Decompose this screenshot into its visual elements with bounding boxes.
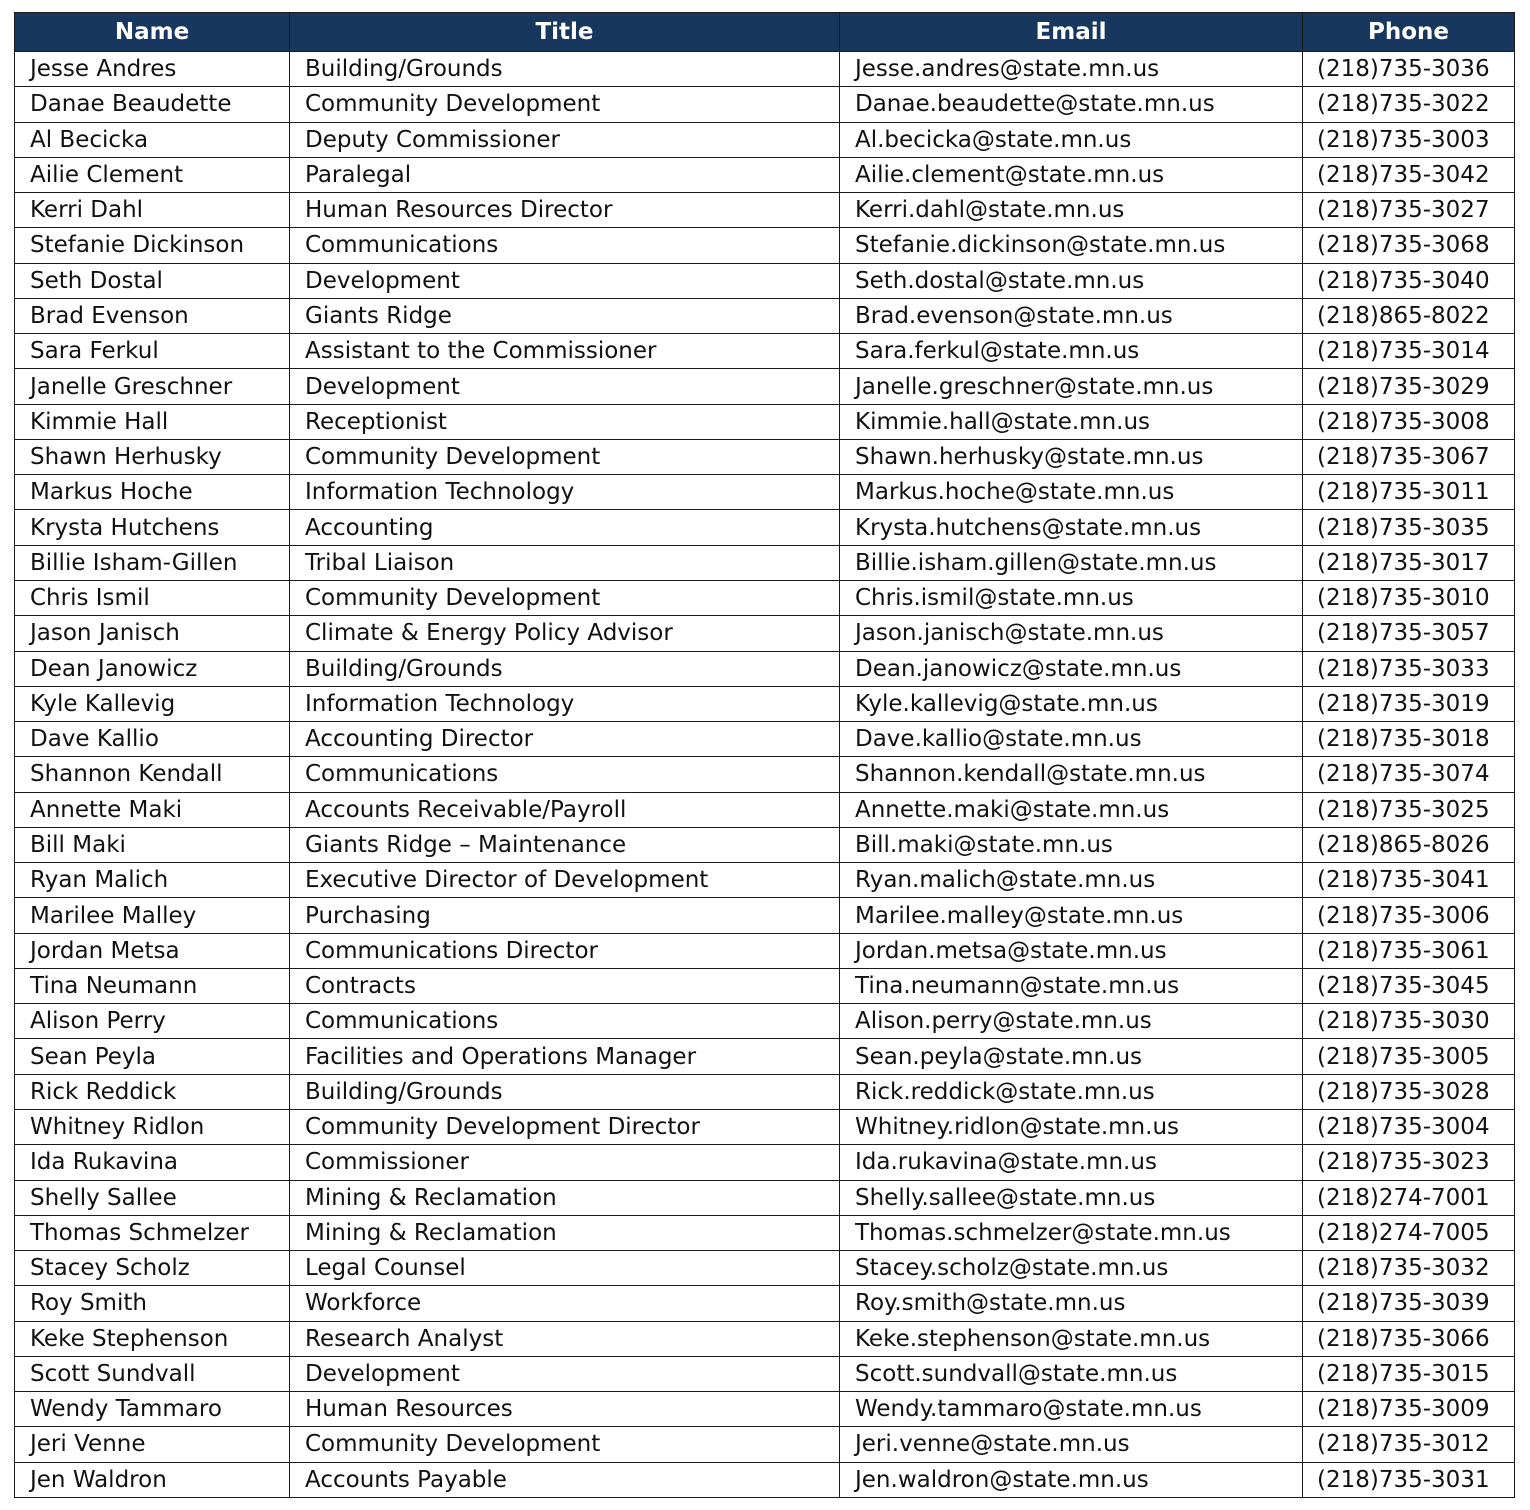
table-row [15, 439, 1515, 474]
cell-email: Ailie.clement@state.mn.us [840, 157, 1303, 192]
table-row [15, 686, 1515, 721]
table-body [15, 52, 1515, 1498]
cell-title: Building/Grounds [290, 1074, 840, 1109]
table-row [15, 404, 1515, 439]
cell-title: Community Development [290, 580, 840, 615]
cell-name: Dean Janowicz [15, 651, 290, 686]
column-header-title: Title [290, 13, 840, 52]
cell-phone: (218)735-3030 [1303, 1004, 1515, 1039]
table-row [15, 757, 1515, 792]
cell-name: Annette Maki [15, 792, 290, 827]
cell-name: Scott Sundvall [15, 1356, 290, 1391]
table-row [15, 827, 1515, 862]
cell-email: Danae.beaudette@state.mn.us [840, 87, 1303, 122]
cell-name: Markus Hoche [15, 475, 290, 510]
cell-name: Shelly Sallee [15, 1180, 290, 1215]
cell-title: Paralegal [290, 157, 840, 192]
cell-name: Kerri Dahl [15, 193, 290, 228]
table-row [15, 52, 1515, 87]
table-row [15, 1215, 1515, 1250]
cell-email: Wendy.tammaro@state.mn.us [840, 1392, 1303, 1427]
cell-email: Scott.sundvall@state.mn.us [840, 1356, 1303, 1391]
table-row [15, 263, 1515, 298]
cell-phone: (218)735-3033 [1303, 651, 1515, 686]
cell-phone: (218)865-8026 [1303, 827, 1515, 862]
column-header-email: Email [840, 13, 1303, 52]
cell-phone: (218)735-3042 [1303, 157, 1515, 192]
table-row [15, 298, 1515, 333]
cell-title: Receptionist [290, 404, 840, 439]
table-row [15, 792, 1515, 827]
cell-email: Kyle.kallevig@state.mn.us [840, 686, 1303, 721]
table-row [15, 616, 1515, 651]
cell-name: Thomas Schmelzer [15, 1215, 290, 1250]
cell-email: Thomas.schmelzer@state.mn.us [840, 1215, 1303, 1250]
table-row [15, 545, 1515, 580]
cell-phone: (218)735-3074 [1303, 757, 1515, 792]
cell-phone: (218)735-3061 [1303, 933, 1515, 968]
cell-title: Development [290, 263, 840, 298]
column-header-phone: Phone [1303, 13, 1515, 52]
cell-title: Information Technology [290, 475, 840, 510]
cell-title: Communications [290, 1004, 840, 1039]
cell-email: Kerri.dahl@state.mn.us [840, 193, 1303, 228]
table-row [15, 1427, 1515, 1462]
cell-name: Rick Reddick [15, 1074, 290, 1109]
table-row [15, 1286, 1515, 1321]
cell-phone: (218)735-3032 [1303, 1251, 1515, 1286]
cell-email: Annette.maki@state.mn.us [840, 792, 1303, 827]
cell-email: Sean.peyla@state.mn.us [840, 1039, 1303, 1074]
cell-title: Community Development [290, 1427, 840, 1462]
cell-title: Purchasing [290, 898, 840, 933]
cell-email: Markus.hoche@state.mn.us [840, 475, 1303, 510]
cell-email: Marilee.malley@state.mn.us [840, 898, 1303, 933]
cell-phone: (218)735-3003 [1303, 122, 1515, 157]
cell-email: Al.becicka@state.mn.us [840, 122, 1303, 157]
cell-name: Seth Dostal [15, 263, 290, 298]
table-row [15, 898, 1515, 933]
cell-phone: (218)735-3005 [1303, 1039, 1515, 1074]
cell-name: Bill Maki [15, 827, 290, 862]
table-row [15, 651, 1515, 686]
cell-email: Jesse.andres@state.mn.us [840, 52, 1303, 87]
cell-name: Al Becicka [15, 122, 290, 157]
cell-email: Jordan.metsa@state.mn.us [840, 933, 1303, 968]
table-row [15, 228, 1515, 263]
cell-title: Contracts [290, 968, 840, 1003]
cell-name: Danae Beaudette [15, 87, 290, 122]
cell-title: Research Analyst [290, 1321, 840, 1356]
cell-email: Roy.smith@state.mn.us [840, 1286, 1303, 1321]
table-row [15, 968, 1515, 1003]
cell-phone: (218)735-3068 [1303, 228, 1515, 263]
cell-name: Keke Stephenson [15, 1321, 290, 1356]
table-row [15, 1321, 1515, 1356]
cell-phone: (218)735-3045 [1303, 968, 1515, 1003]
cell-title: Commissioner [290, 1145, 840, 1180]
cell-phone: (218)735-3035 [1303, 510, 1515, 545]
cell-title: Climate & Energy Policy Advisor [290, 616, 840, 651]
table-row [15, 157, 1515, 192]
cell-email: Dean.janowicz@state.mn.us [840, 651, 1303, 686]
cell-title: Information Technology [290, 686, 840, 721]
cell-title: Human Resources [290, 1392, 840, 1427]
cell-phone: (218)735-3066 [1303, 1321, 1515, 1356]
cell-title: Giants Ridge – Maintenance [290, 827, 840, 862]
cell-title: Accounts Payable [290, 1462, 840, 1497]
cell-name: Jeri Venne [15, 1427, 290, 1462]
table-row [15, 1109, 1515, 1144]
cell-phone: (218)735-3019 [1303, 686, 1515, 721]
cell-title: Human Resources Director [290, 193, 840, 228]
cell-phone: (218)735-3014 [1303, 334, 1515, 369]
table-row [15, 334, 1515, 369]
cell-title: Building/Grounds [290, 52, 840, 87]
table-row [15, 122, 1515, 157]
cell-name: Kimmie Hall [15, 404, 290, 439]
cell-title: Communications Director [290, 933, 840, 968]
cell-phone: (218)735-3006 [1303, 898, 1515, 933]
table-row [15, 1180, 1515, 1215]
cell-phone: (218)735-3017 [1303, 545, 1515, 580]
cell-phone: (218)735-3029 [1303, 369, 1515, 404]
cell-name: Jason Janisch [15, 616, 290, 651]
cell-phone: (218)735-3067 [1303, 439, 1515, 474]
cell-phone: (218)735-3040 [1303, 263, 1515, 298]
cell-title: Community Development [290, 87, 840, 122]
cell-phone: (218)274-7001 [1303, 1180, 1515, 1215]
cell-title: Executive Director of Development [290, 863, 840, 898]
cell-title: Facilities and Operations Manager [290, 1039, 840, 1074]
cell-name: Ryan Malich [15, 863, 290, 898]
cell-name: Billie Isham-Gillen [15, 545, 290, 580]
cell-email: Jeri.venne@state.mn.us [840, 1427, 1303, 1462]
cell-phone: (218)735-3023 [1303, 1145, 1515, 1180]
cell-name: Sara Ferkul [15, 334, 290, 369]
table-row [15, 1392, 1515, 1427]
cell-name: Roy Smith [15, 1286, 290, 1321]
table-row [15, 193, 1515, 228]
cell-name: Jen Waldron [15, 1462, 290, 1497]
cell-title: Mining & Reclamation [290, 1180, 840, 1215]
cell-phone: (218)735-3012 [1303, 1427, 1515, 1462]
cell-email: Dave.kallio@state.mn.us [840, 722, 1303, 757]
cell-name: Ailie Clement [15, 157, 290, 192]
cell-email: Sara.ferkul@state.mn.us [840, 334, 1303, 369]
cell-phone: (218)735-3004 [1303, 1109, 1515, 1144]
cell-email: Rick.reddick@state.mn.us [840, 1074, 1303, 1109]
cell-name: Kyle Kallevig [15, 686, 290, 721]
cell-phone: (218)735-3031 [1303, 1462, 1515, 1497]
cell-phone: (218)735-3028 [1303, 1074, 1515, 1109]
cell-email: Seth.dostal@state.mn.us [840, 263, 1303, 298]
cell-name: Whitney Ridlon [15, 1109, 290, 1144]
table-row [15, 1251, 1515, 1286]
cell-phone: (218)735-3009 [1303, 1392, 1515, 1427]
cell-name: Janelle Greschner [15, 369, 290, 404]
cell-title: Mining & Reclamation [290, 1215, 840, 1250]
table-row [15, 1004, 1515, 1039]
cell-email: Stacey.scholz@state.mn.us [840, 1251, 1303, 1286]
cell-email: Alison.perry@state.mn.us [840, 1004, 1303, 1039]
cell-phone: (218)735-3057 [1303, 616, 1515, 651]
cell-title: Community Development Director [290, 1109, 840, 1144]
cell-title: Tribal Liaison [290, 545, 840, 580]
cell-email: Kimmie.hall@state.mn.us [840, 404, 1303, 439]
cell-name: Jesse Andres [15, 52, 290, 87]
table-row [15, 1356, 1515, 1391]
cell-email: Janelle.greschner@state.mn.us [840, 369, 1303, 404]
table-row [15, 87, 1515, 122]
cell-title: Workforce [290, 1286, 840, 1321]
cell-name: Krysta Hutchens [15, 510, 290, 545]
cell-email: Shawn.herhusky@state.mn.us [840, 439, 1303, 474]
cell-phone: (218)735-3027 [1303, 193, 1515, 228]
cell-name: Jordan Metsa [15, 933, 290, 968]
header-row [15, 13, 1515, 52]
staff-directory-table [14, 12, 1515, 1498]
cell-email: Jen.waldron@state.mn.us [840, 1462, 1303, 1497]
cell-email: Chris.ismil@state.mn.us [840, 580, 1303, 615]
cell-title: Accounting Director [290, 722, 840, 757]
cell-name: Ida Rukavina [15, 1145, 290, 1180]
cell-email: Jason.janisch@state.mn.us [840, 616, 1303, 651]
cell-email: Billie.isham.gillen@state.mn.us [840, 545, 1303, 580]
cell-phone: (218)735-3018 [1303, 722, 1515, 757]
table-row [15, 722, 1515, 757]
cell-name: Marilee Malley [15, 898, 290, 933]
cell-email: Tina.neumann@state.mn.us [840, 968, 1303, 1003]
table-row [15, 510, 1515, 545]
cell-title: Giants Ridge [290, 298, 840, 333]
cell-title: Building/Grounds [290, 651, 840, 686]
cell-title: Communications [290, 228, 840, 263]
cell-email: Ryan.malich@state.mn.us [840, 863, 1303, 898]
cell-phone: (218)735-3008 [1303, 404, 1515, 439]
cell-title: Deputy Commissioner [290, 122, 840, 157]
table-row [15, 1145, 1515, 1180]
cell-title: Legal Counsel [290, 1251, 840, 1286]
cell-email: Brad.evenson@state.mn.us [840, 298, 1303, 333]
cell-name: Dave Kallio [15, 722, 290, 757]
table-row [15, 863, 1515, 898]
cell-title: Accounting [290, 510, 840, 545]
cell-email: Bill.maki@state.mn.us [840, 827, 1303, 862]
cell-phone: (218)735-3036 [1303, 52, 1515, 87]
cell-name: Chris Ismil [15, 580, 290, 615]
cell-name: Stefanie Dickinson [15, 228, 290, 263]
cell-phone: (218)735-3025 [1303, 792, 1515, 827]
table-header [15, 13, 1515, 52]
table-row [15, 933, 1515, 968]
cell-title: Assistant to the Commissioner [290, 334, 840, 369]
table-row [15, 580, 1515, 615]
cell-email: Stefanie.dickinson@state.mn.us [840, 228, 1303, 263]
cell-email: Whitney.ridlon@state.mn.us [840, 1109, 1303, 1144]
cell-email: Krysta.hutchens@state.mn.us [840, 510, 1303, 545]
cell-email: Keke.stephenson@state.mn.us [840, 1321, 1303, 1356]
cell-title: Communications [290, 757, 840, 792]
cell-phone: (218)735-3015 [1303, 1356, 1515, 1391]
cell-phone: (218)735-3039 [1303, 1286, 1515, 1321]
table-row [15, 475, 1515, 510]
cell-phone: (218)274-7005 [1303, 1215, 1515, 1250]
cell-title: Community Development [290, 439, 840, 474]
table-row [15, 369, 1515, 404]
cell-phone: (218)735-3022 [1303, 87, 1515, 122]
cell-title: Development [290, 1356, 840, 1391]
cell-name: Wendy Tammaro [15, 1392, 290, 1427]
cell-email: Shelly.sallee@state.mn.us [840, 1180, 1303, 1215]
cell-name: Shannon Kendall [15, 757, 290, 792]
cell-phone: (218)735-3011 [1303, 475, 1515, 510]
cell-email: Ida.rukavina@state.mn.us [840, 1145, 1303, 1180]
table-row [15, 1462, 1515, 1497]
cell-name: Tina Neumann [15, 968, 290, 1003]
cell-name: Sean Peyla [15, 1039, 290, 1074]
cell-phone: (218)865-8022 [1303, 298, 1515, 333]
cell-title: Accounts Receivable/Payroll [290, 792, 840, 827]
cell-name: Shawn Herhusky [15, 439, 290, 474]
cell-phone: (218)735-3010 [1303, 580, 1515, 615]
cell-name: Stacey Scholz [15, 1251, 290, 1286]
cell-title: Development [290, 369, 840, 404]
cell-email: Shannon.kendall@state.mn.us [840, 757, 1303, 792]
table-row [15, 1074, 1515, 1109]
cell-name: Brad Evenson [15, 298, 290, 333]
table-row [15, 1039, 1515, 1074]
cell-name: Alison Perry [15, 1004, 290, 1039]
column-header-name: Name [15, 13, 290, 52]
cell-phone: (218)735-3041 [1303, 863, 1515, 898]
